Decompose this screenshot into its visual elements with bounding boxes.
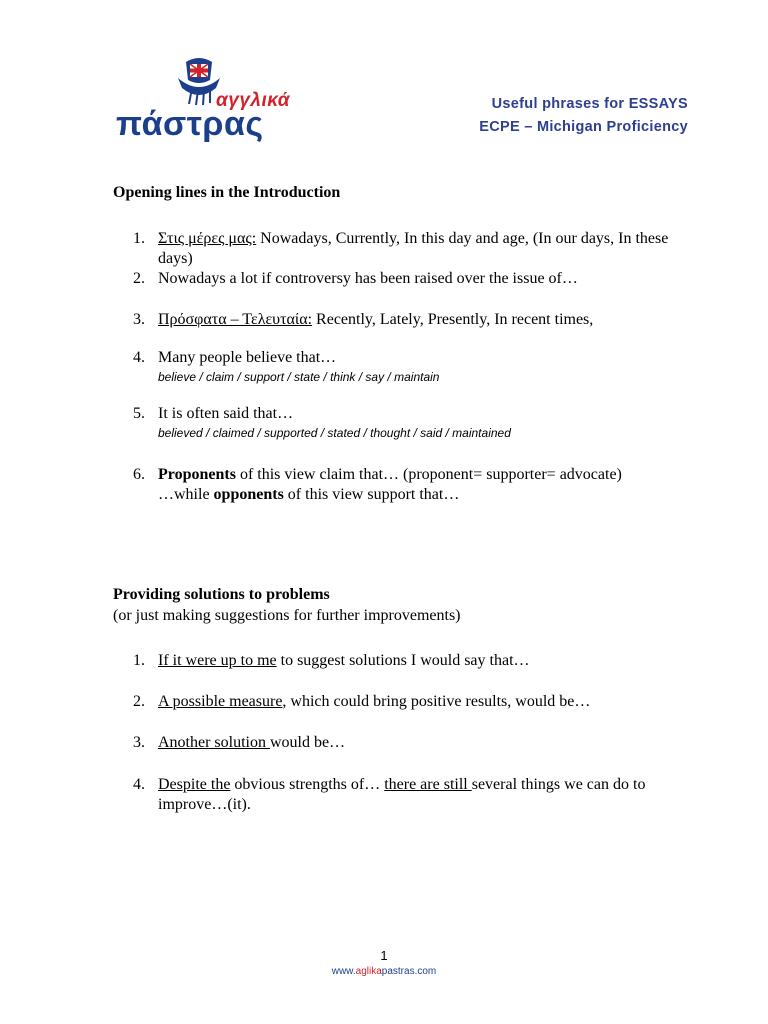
- item-text: It is often said that…: [158, 405, 294, 422]
- item-number: 6.: [133, 466, 145, 483]
- list-item: [133, 692, 693, 712]
- item-number: 2.: [133, 270, 145, 287]
- item-text: Nowadays, Currently, In this day and age, (In our days, In these days): [158, 230, 669, 267]
- item-bold-term: opponents: [213, 486, 284, 503]
- brand-logo: [112, 52, 292, 144]
- item-lead: Πρόσφατα – Τελευταία:: [158, 311, 313, 328]
- item-number: 2.: [133, 693, 145, 710]
- item-bold-term: Proponents: [158, 466, 236, 483]
- list-item: [133, 775, 693, 815]
- item-text: would be…: [270, 734, 346, 751]
- item-text: Nowadays a lot if controversy has been raised over the issue of…: [158, 270, 578, 287]
- list-item: [133, 310, 693, 330]
- item-text: to suggest solutions I would say that…: [276, 652, 530, 669]
- item-lead: Another solution: [158, 734, 270, 751]
- section-heading-introduction: Opening lines in the Introduction: [113, 184, 341, 201]
- item-alternatives: believe / claim / support / state / think / say / maintain: [158, 370, 440, 384]
- list-item: [133, 269, 693, 289]
- item-text: …while: [158, 486, 214, 503]
- item-text: of this view support that…: [283, 486, 460, 503]
- item-lead: Στις μέρες μας:: [158, 230, 257, 247]
- url-part: www.: [331, 966, 356, 977]
- logo-text-small: αγγλικά: [216, 90, 291, 111]
- item-alternatives: believed / claimed / supported / stated / thought / said / maintained: [158, 426, 511, 440]
- url-part: pastras.com: [381, 966, 437, 977]
- item-number: 4.: [133, 349, 145, 366]
- item-lead: If it were up to me: [158, 652, 277, 669]
- item-text: obvious strengths of…: [230, 776, 385, 793]
- logo-text-big: πάστρας: [116, 105, 264, 143]
- header-line-1: Useful phrases for ESSAYS: [491, 96, 688, 112]
- section-subheading: (or just making suggestions for further improvements): [113, 607, 461, 624]
- item-text: Many people believe that…: [158, 349, 337, 366]
- list-item: [133, 348, 693, 386]
- item-number: 4.: [133, 776, 145, 793]
- list-item: [133, 465, 693, 505]
- item-text: several things we can do to improve…(it).: [158, 776, 646, 813]
- list-item: [133, 733, 693, 753]
- list-item: [133, 404, 693, 442]
- item-number: 1.: [133, 230, 145, 247]
- item-text: Recently, Lately, Presently, In recent times,: [312, 311, 594, 328]
- item-lead: A possible measure: [158, 693, 283, 710]
- item-number: 1.: [133, 652, 145, 669]
- item-number: 5.: [133, 405, 145, 422]
- document-header: [479, 93, 688, 139]
- list-item: [133, 651, 693, 671]
- url-part: aglika: [355, 966, 382, 977]
- item-text: of this view claim that… (proponent= supporter= advocate): [235, 466, 622, 483]
- header-line-2: ECPE – Michigan Proficiency: [479, 119, 688, 135]
- list-item: [133, 229, 693, 269]
- item-number: 3.: [133, 311, 145, 328]
- section-heading-solutions: Providing solutions to problems: [113, 586, 330, 603]
- item-number: 3.: [133, 734, 145, 751]
- page-number: 1: [380, 948, 388, 963]
- item-lead: Despite the: [158, 776, 231, 793]
- footer-url[interactable]: [0, 966, 768, 977]
- item-lead: there are still: [384, 776, 472, 793]
- item-text: , which could bring positive results, would be…: [282, 693, 591, 710]
